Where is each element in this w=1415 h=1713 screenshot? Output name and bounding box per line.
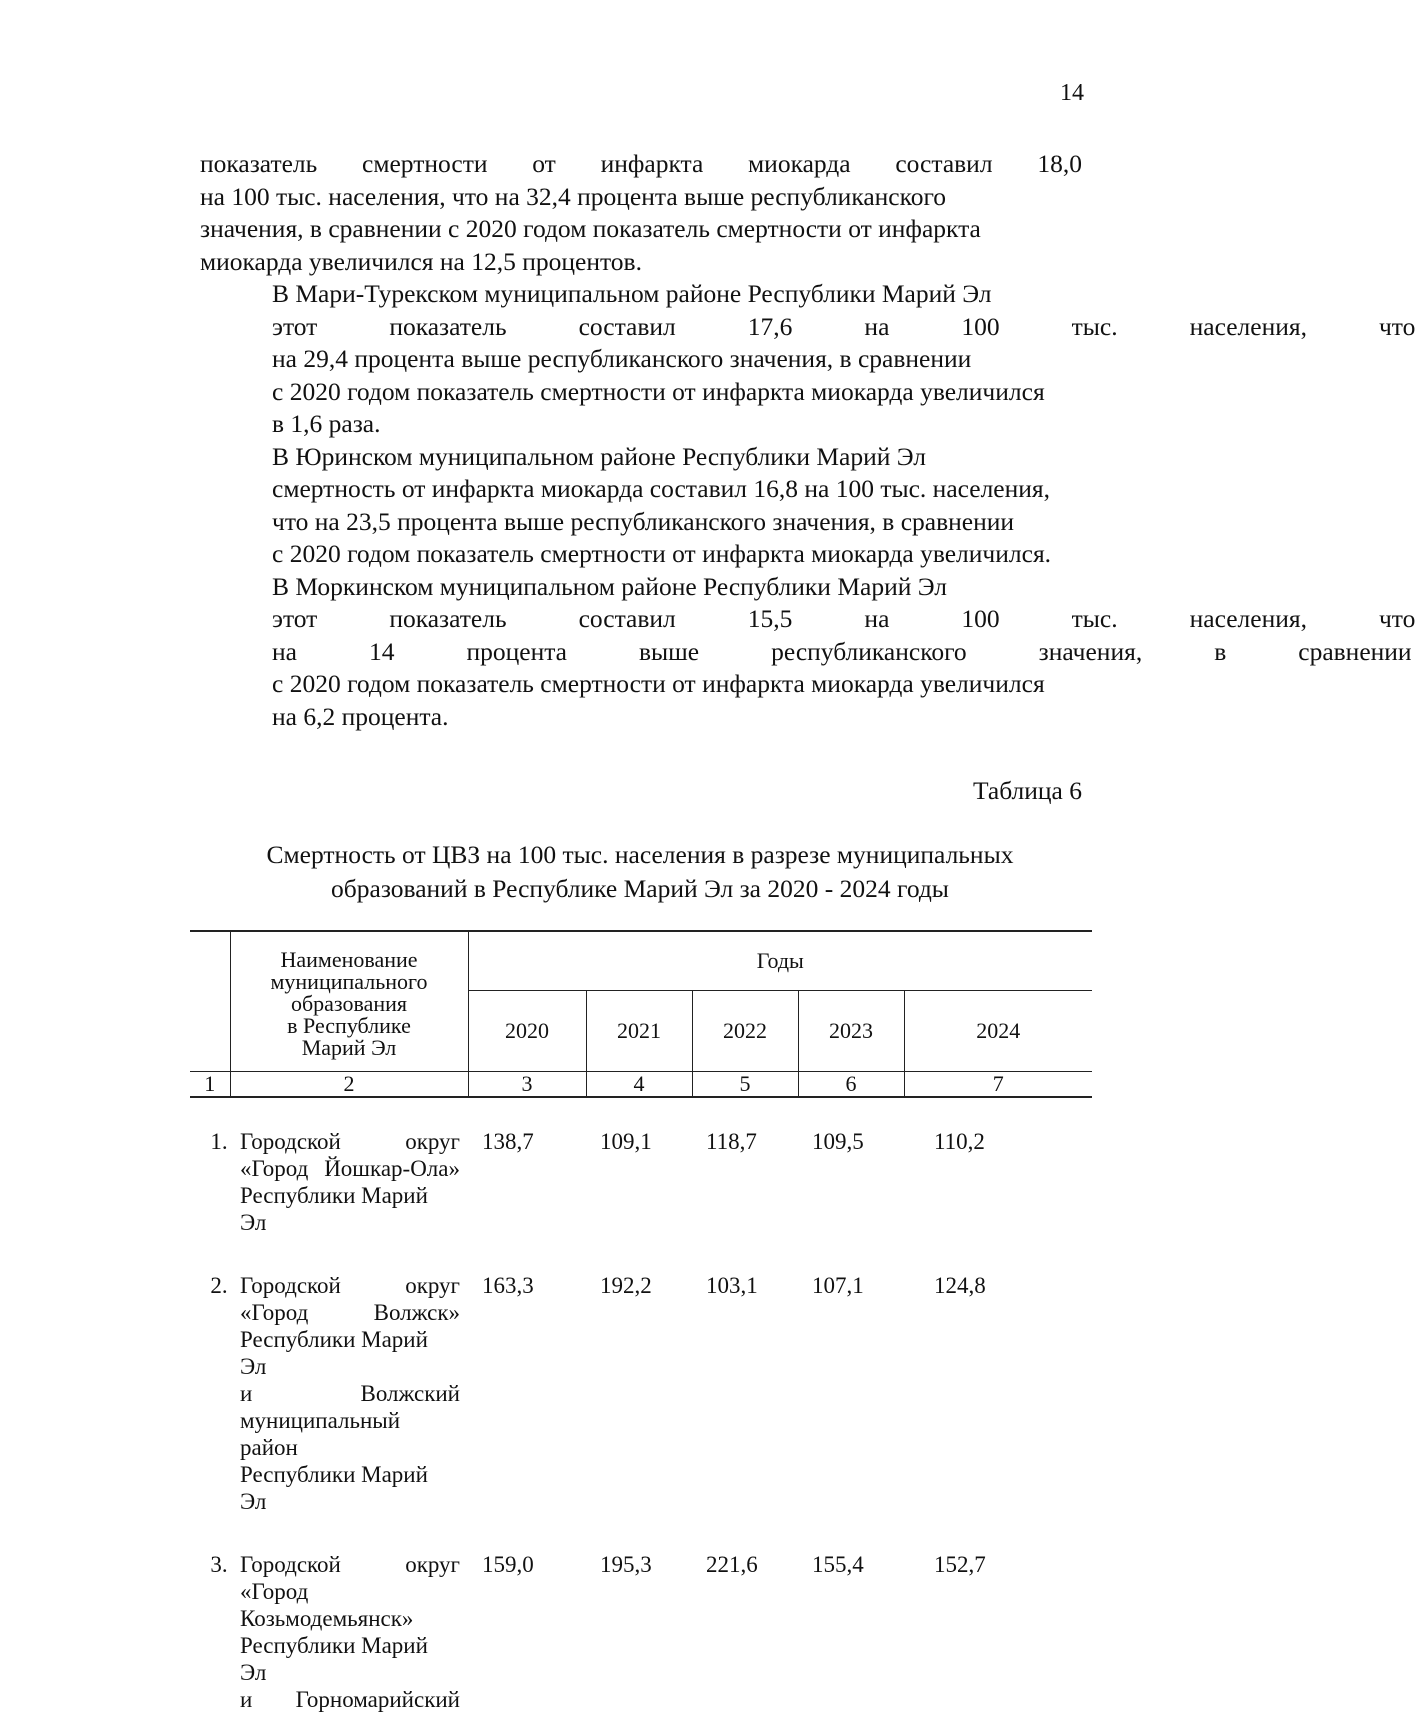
- header-year: 2021: [586, 991, 692, 1072]
- row-value-2024: 152,7: [934, 1552, 986, 1577]
- row-name-word: и: [240, 1381, 253, 1406]
- word: тыс.: [1071, 604, 1118, 633]
- word: 14: [368, 636, 395, 666]
- text-line: на 29,4 процента выше республиканского значения, в сравнении: [272, 344, 972, 373]
- word: 18,0: [1037, 149, 1082, 178]
- row-value-2024: 110,2: [934, 1129, 985, 1154]
- table-row: [190, 1551, 1092, 1713]
- row-value-2020: 159,0: [482, 1552, 534, 1577]
- row-name-line: [240, 1272, 460, 1299]
- row-name-word: муниципальный район: [240, 1408, 401, 1460]
- row-value-2024: 124,8: [934, 1273, 986, 1298]
- paragraph: [200, 441, 1082, 571]
- row-name-line: [240, 1632, 460, 1686]
- word: что: [1378, 311, 1415, 341]
- column-number: 5: [692, 1072, 798, 1098]
- row-name-line: [240, 1380, 460, 1407]
- page-number: 14: [1060, 80, 1084, 106]
- row-name-line: [240, 1551, 460, 1578]
- text-line: с 2020 годом показатель смертности от инфаркта миокарда увеличился.: [272, 539, 1052, 568]
- text-line: значения, в сравнении с 2020 годом показатель смертности от инфаркта: [200, 214, 981, 243]
- word: этот: [272, 604, 318, 633]
- word: процента: [466, 636, 567, 666]
- word: составил: [578, 311, 676, 341]
- header-index-cell: [190, 931, 230, 1072]
- word: этот: [272, 311, 318, 341]
- word: сравнении: [1298, 636, 1412, 666]
- row-name-line: [240, 1407, 460, 1461]
- table-title-line: образований в Республике Марий Эл за 2020 - 2024 годы: [331, 874, 949, 903]
- paragraph: [200, 571, 1415, 734]
- row-name-line: [240, 1155, 460, 1182]
- row-name-line: [240, 1578, 460, 1605]
- header-name-line: муниципального: [270, 968, 428, 994]
- row-value-2021: 195,3: [600, 1552, 652, 1577]
- text-line: [200, 311, 1415, 344]
- word: значения,: [1038, 636, 1143, 666]
- word: что: [1378, 604, 1415, 633]
- row-name-word: Городской: [240, 1273, 341, 1298]
- header-name-line: в Республике: [287, 1012, 411, 1038]
- word: показатель: [200, 149, 318, 178]
- paragraph: [200, 148, 1082, 278]
- column-number: 1: [190, 1072, 230, 1098]
- text-line: что на 23,5 процента выше республиканского значения, в сравнении: [272, 506, 1015, 536]
- text-line: В Мари-Турекском муниципальном районе Республики Марий Эл: [272, 279, 992, 308]
- word: от: [532, 149, 556, 178]
- text-line: В Юринском муниципальном районе Республики Марий Эл: [272, 441, 926, 471]
- text-line: [200, 603, 1415, 636]
- word: показатель: [389, 604, 507, 633]
- table-row-gap: [190, 1236, 1092, 1272]
- row-name: [230, 1128, 468, 1236]
- row-name-word: Козьмодемьянск»: [240, 1606, 414, 1631]
- word: составил: [578, 604, 676, 633]
- row-value-2023: 109,5: [812, 1129, 864, 1154]
- header-year: 2023: [798, 991, 904, 1072]
- word: 100: [961, 604, 1000, 633]
- row-value-2023: 107,1: [812, 1273, 864, 1298]
- row-name-line: [240, 1605, 460, 1632]
- table-row-gap: [190, 1515, 1092, 1551]
- header-year: 2022: [692, 991, 798, 1072]
- column-number: 7: [904, 1072, 1092, 1098]
- row-name: [230, 1551, 468, 1713]
- word: миокарда: [748, 149, 851, 178]
- text-line: миокарда увеличился на 12,5 процентов.: [200, 246, 642, 276]
- column-number: 3: [468, 1072, 586, 1098]
- word: 17,6: [747, 311, 793, 341]
- row-name-word: Республики Марий Эл: [240, 1462, 428, 1514]
- row-name-line: [240, 1461, 460, 1515]
- paragraph: [200, 278, 1415, 441]
- word: выше: [639, 636, 700, 666]
- word: показатель: [389, 311, 507, 341]
- header-name-cell: [230, 931, 468, 1072]
- row-name-word: Городской: [240, 1129, 341, 1154]
- word: республиканского: [771, 636, 967, 666]
- column-number: 6: [798, 1072, 904, 1098]
- text-line: с 2020 годом показатель смертности от инфаркта миокарда увеличился: [272, 376, 1045, 406]
- text-line: [200, 148, 1082, 181]
- row-index: 1.: [210, 1129, 228, 1154]
- row-name-line: [240, 1128, 460, 1155]
- text-line: в 1,6 раза.: [272, 409, 381, 438]
- body-text: [200, 148, 1415, 733]
- row-name-word: Горномарийский: [295, 1687, 460, 1712]
- row-index: 2.: [210, 1273, 228, 1298]
- text-line: смертность от инфаркта миокарда составил 16,8 на 100 тыс. населения,: [272, 474, 1051, 503]
- row-value-2021: 192,2: [600, 1273, 652, 1298]
- row-name-word: «Город: [240, 1300, 309, 1325]
- word: на: [864, 311, 890, 341]
- row-name-word: Волжский: [360, 1381, 460, 1406]
- word: населения,: [1189, 604, 1307, 633]
- row-name-word: и: [240, 1687, 253, 1712]
- row-name-line: [240, 1686, 460, 1713]
- header-name-line: Марий Эл: [301, 1034, 397, 1060]
- column-number: 4: [586, 1072, 692, 1098]
- row-name-line: [240, 1326, 460, 1380]
- row-name-word: Республики Марий Эл: [240, 1183, 428, 1235]
- row-name-line: [240, 1299, 460, 1326]
- text-line: [200, 636, 1412, 669]
- mortality-table: [190, 930, 1092, 1713]
- row-value-2020: 163,3: [482, 1273, 534, 1298]
- row-value-2023: 155,4: [812, 1552, 864, 1577]
- word: в: [1214, 636, 1227, 666]
- row-name-word: «Город: [240, 1579, 309, 1604]
- table-label: Таблица 6: [972, 776, 1082, 805]
- word: инфаркта: [600, 149, 704, 178]
- table-title: [190, 838, 1090, 906]
- row-name-word: Республики Марий Эл: [240, 1633, 428, 1685]
- row-name-word: Волжск»: [373, 1300, 460, 1325]
- table-row: [190, 1128, 1092, 1236]
- text-line: с 2020 годом показатель смертности от инфаркта миокарда увеличился: [272, 669, 1045, 698]
- row-name-word: округ: [405, 1129, 460, 1154]
- word: на: [272, 636, 297, 666]
- word: смертности: [362, 149, 488, 178]
- row-name-word: Городской: [240, 1552, 341, 1577]
- word: на: [864, 604, 890, 633]
- row-name-word: Республики Марий Эл: [240, 1327, 428, 1379]
- header-year: 2024: [904, 991, 1092, 1072]
- row-value-2022: 118,7: [706, 1129, 757, 1154]
- header-name-line: Наименование: [280, 946, 418, 972]
- word: 15,5: [747, 604, 793, 633]
- row-value-2022: 103,1: [706, 1273, 758, 1298]
- text-line: на 100 тыс. населения, что на 32,4 процента выше республиканского: [200, 181, 947, 211]
- row-name-word: округ: [405, 1552, 460, 1577]
- row-value-2021: 109,1: [600, 1129, 652, 1154]
- header-years: Годы: [468, 931, 1092, 991]
- word: 100: [961, 311, 1000, 341]
- row-name-word: «Город: [240, 1156, 309, 1181]
- text-line: на 6,2 процента.: [272, 701, 449, 731]
- row-value-2020: 138,7: [482, 1129, 534, 1154]
- table-body: [190, 1097, 1092, 1713]
- row-name-line: [240, 1182, 460, 1236]
- header-year: 2020: [468, 991, 586, 1072]
- word: тыс.: [1071, 311, 1118, 341]
- word: населения,: [1189, 311, 1307, 341]
- text-line: В Моркинском муниципальном районе Республики Марий Эл: [272, 571, 947, 601]
- row-name: [230, 1272, 468, 1515]
- row-name-word: Йошкар-Ола»: [324, 1156, 460, 1181]
- word: составил: [895, 149, 993, 178]
- row-value-2022: 221,6: [706, 1552, 758, 1577]
- table-title-line: Смертность от ЦВЗ на 100 тыс. населения в разрезе муниципальных: [266, 840, 1014, 869]
- column-number: 2: [230, 1072, 468, 1098]
- table-spacer: [190, 1097, 1092, 1128]
- row-index: 3.: [210, 1552, 228, 1577]
- table-row: [190, 1272, 1092, 1515]
- row-name-word: округ: [405, 1273, 460, 1298]
- header-name-line: образования: [290, 990, 408, 1016]
